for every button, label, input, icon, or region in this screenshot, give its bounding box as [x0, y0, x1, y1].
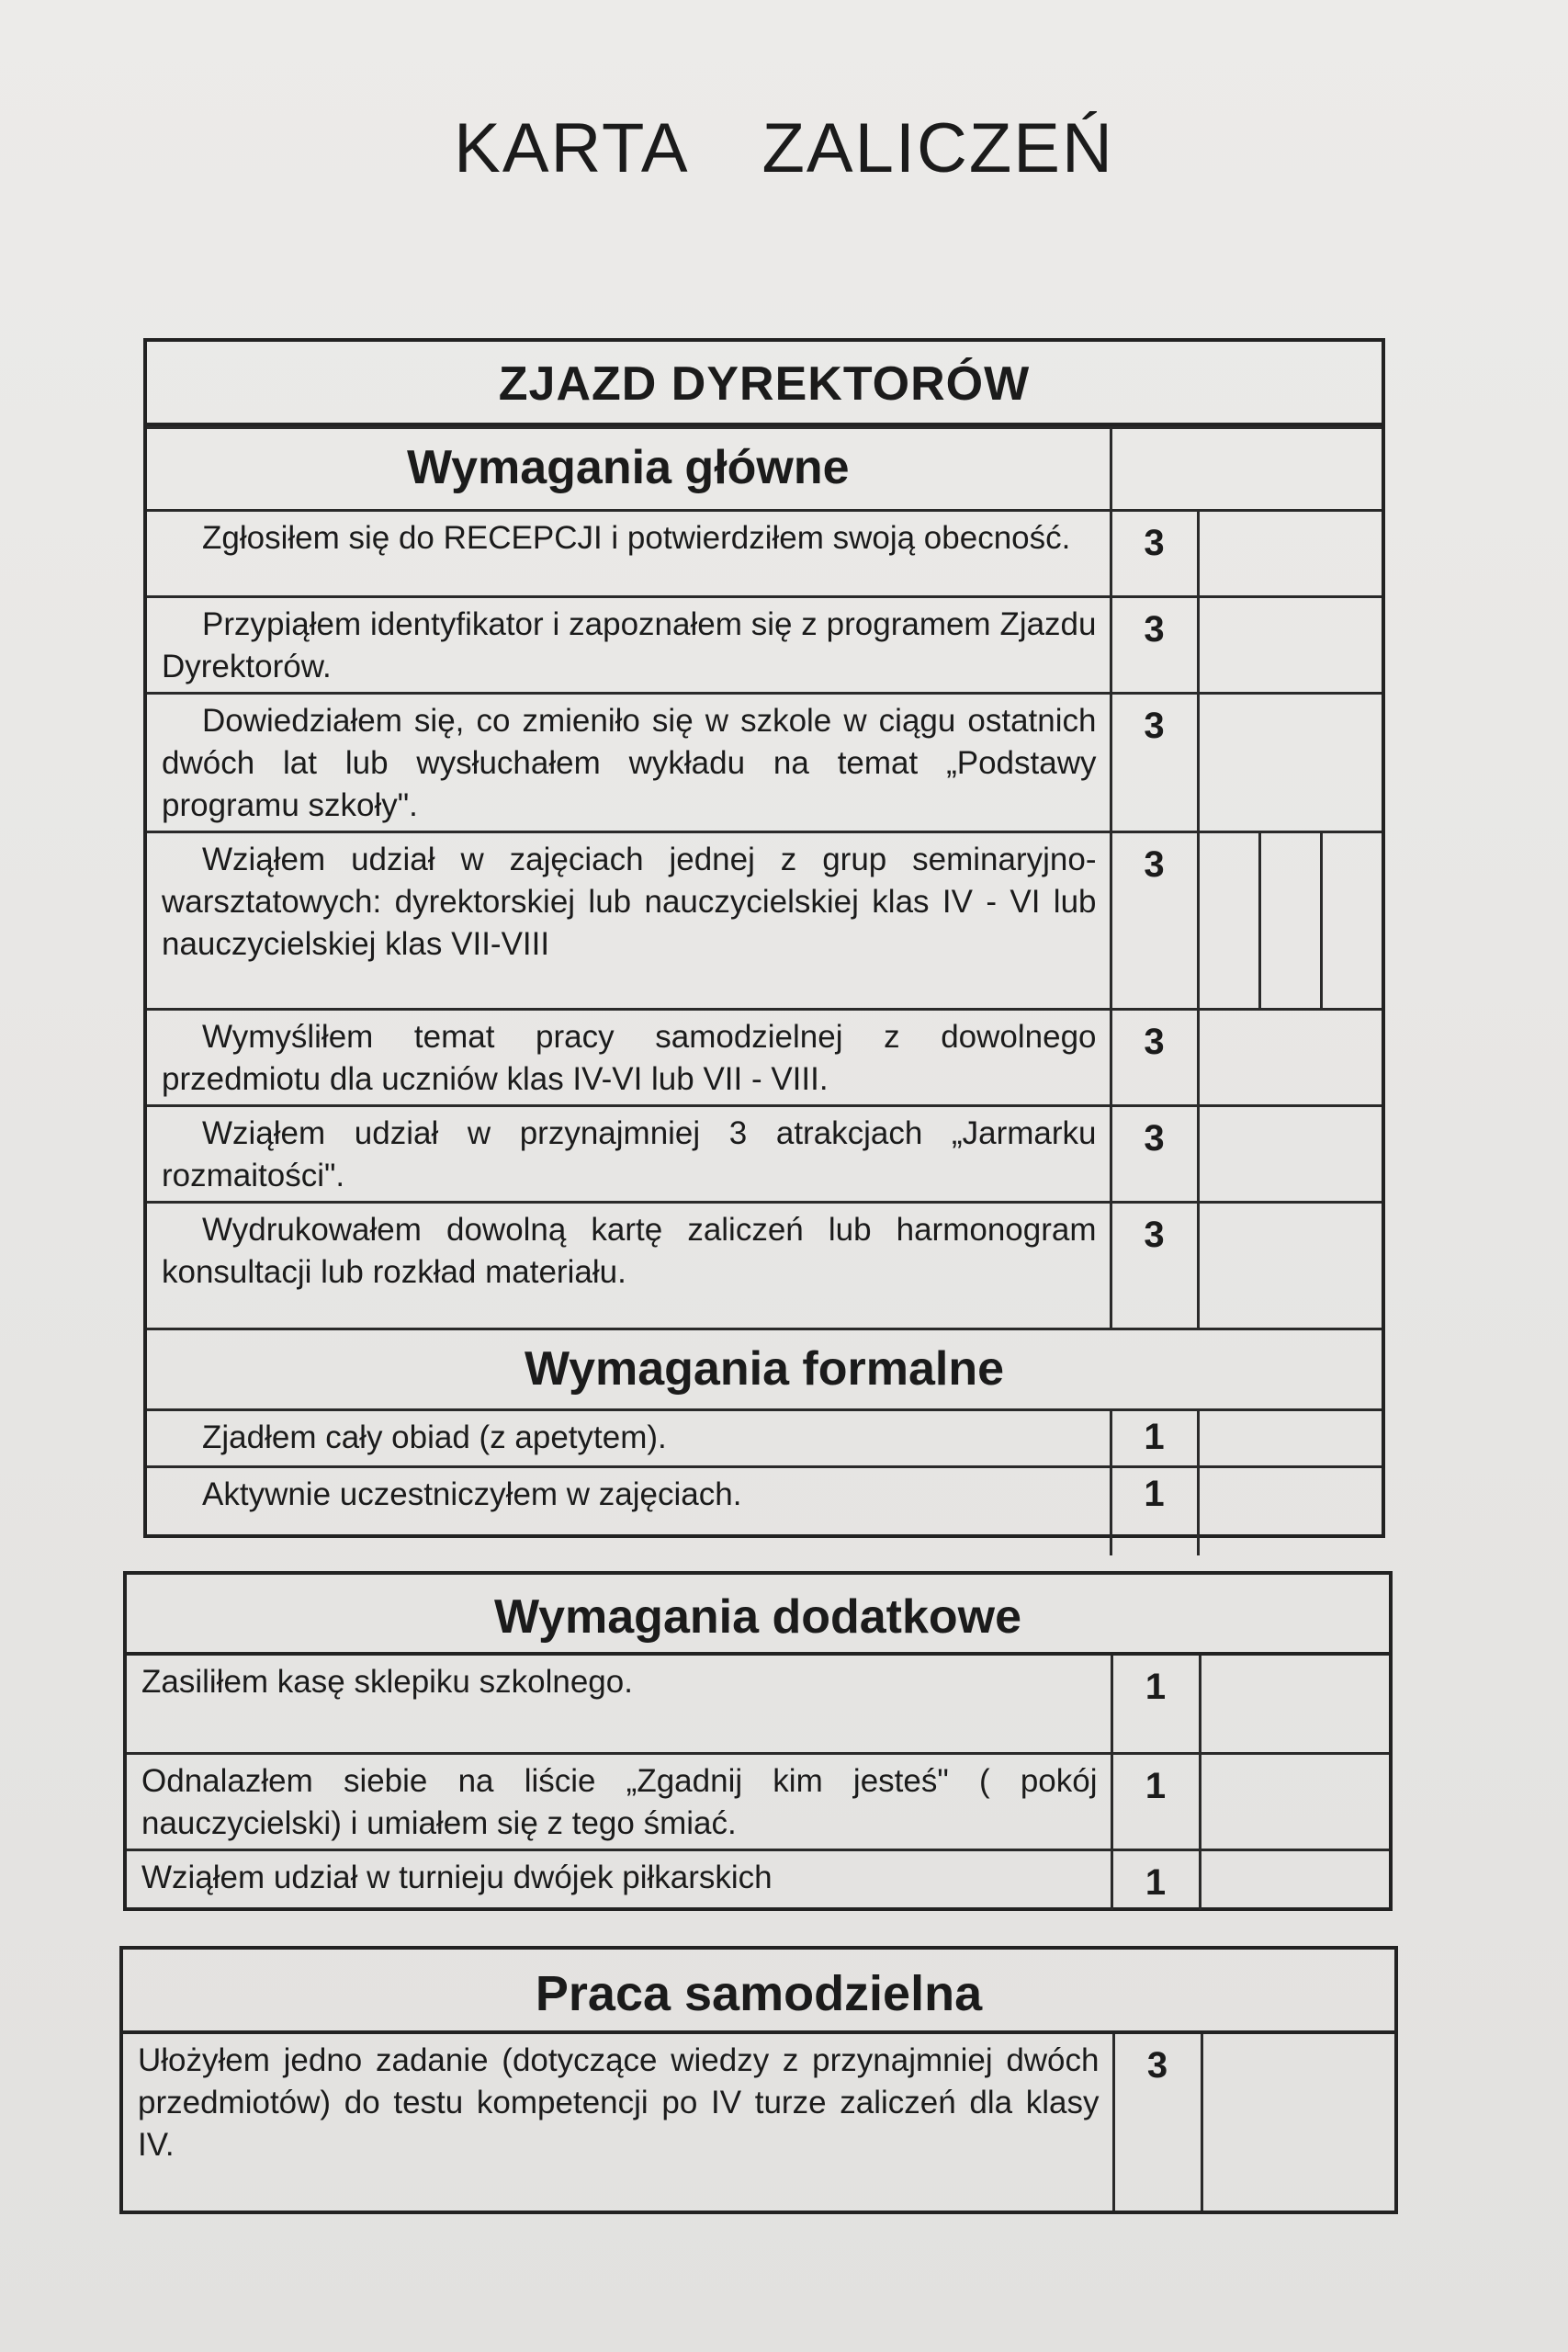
points-value: 1	[1111, 1410, 1198, 1467]
points-value: 3	[1111, 1203, 1198, 1329]
score-box[interactable]	[1198, 1106, 1382, 1203]
table-row	[147, 1106, 1382, 1203]
score-box[interactable]	[1198, 1010, 1382, 1106]
main-section-heading: Wymagania główne	[147, 428, 1111, 511]
requirement-text: Zjadłem cały obiad (z apetytem).	[147, 1410, 1111, 1467]
points-value: 1	[1111, 1656, 1200, 1753]
requirement-text: Wymyśliłem temat pracy samodzielnej z dowolnego przedmiotu dla uczniów klas IV-VI lub VII - VIII.	[147, 1010, 1111, 1106]
score-box[interactable]	[1198, 1467, 1382, 1555]
score-box[interactable]	[1198, 1410, 1382, 1467]
points-value: 3	[1111, 1106, 1198, 1203]
card-zjazd-dyrektorow	[143, 338, 1385, 1538]
score-box-split	[1198, 832, 1382, 1010]
points-value: 3	[1111, 597, 1198, 694]
points-value: 3	[1111, 694, 1198, 832]
table-row	[147, 1010, 1382, 1106]
points-value: 3	[1111, 1010, 1198, 1106]
table-row	[147, 1467, 1382, 1555]
requirement-text: Przypiąłem identyfikator i zapoznałem się z programem Zjazdu Dyrektorów.	[147, 597, 1111, 694]
table-row	[127, 1656, 1389, 1753]
points-value: 3	[1111, 832, 1198, 1010]
points-value: 3	[1113, 2034, 1201, 2211]
score-box[interactable]	[1198, 511, 1382, 597]
extra-requirements-table	[127, 1656, 1389, 1910]
main-requirements-table	[147, 426, 1382, 1555]
table-row	[127, 1753, 1389, 1849]
points-value: 1	[1111, 1467, 1198, 1555]
table-row	[147, 1203, 1382, 1329]
table-row	[147, 597, 1382, 694]
header-blank-cell	[1111, 428, 1382, 511]
requirement-text: Odnalazłem siebie na liście „Zgadnij kim jesteś" ( pokój nauczycielski) i umiałem się z tego śmiać.	[127, 1753, 1111, 1849]
card-praca-samodzielna	[119, 1946, 1398, 2214]
score-box[interactable]	[1200, 1849, 1389, 1910]
requirement-text: Ułożyłem jedno zadanie (dotyczące wiedzy z przynajmniej dwóch przedmiotów) do testu kompetencji po IV turze zaliczeń dla klasy IV.	[123, 2034, 1113, 2211]
table-row	[147, 832, 1382, 1010]
score-subbox-1[interactable]	[1200, 833, 1258, 1008]
score-box[interactable]	[1201, 2034, 1394, 2211]
requirement-text: Wziąłem udział w turnieju dwójek piłkarskich	[127, 1849, 1111, 1910]
card-heading: ZJAZD DYREKTORÓW	[147, 342, 1382, 426]
requirement-text: Zasiliłem kasę sklepiku szkolnego.	[127, 1656, 1111, 1753]
requirement-text: Wziąłem udział w przynajmniej 3 atrakcjach „Jarmarku rozmaitości".	[147, 1106, 1111, 1203]
requirement-text: Wziąłem udział w zajęciach jednej z grup seminaryjno-warsztatowych: dyrektorskiej lub nauczycielskiej klas IV - VI lub nauczycielskiej klas VII-VIII	[147, 832, 1111, 1010]
table-row	[147, 1410, 1382, 1467]
score-box[interactable]	[1198, 597, 1382, 694]
points-value: 1	[1111, 1753, 1200, 1849]
points-value: 3	[1111, 511, 1198, 597]
requirement-text: Dowiedziałem się, co zmieniło się w szkole w ciągu ostatnich dwóch lat lub wysłuchałem wykładu na temat „Podstawy programu szkoły".	[147, 694, 1111, 832]
score-box[interactable]	[1198, 694, 1382, 832]
table-row	[147, 694, 1382, 832]
score-box[interactable]	[1200, 1753, 1389, 1849]
extra-section-heading: Wymagania dodatkowe	[127, 1575, 1389, 1656]
requirement-text: Zgłosiłem się do RECEPCJI i potwierdziłem swoją obecność.	[147, 511, 1111, 597]
requirement-text: Wydrukowałem dowolną kartę zaliczeń lub harmonogram konsultacji lub rozkład materiału.	[147, 1203, 1111, 1329]
score-box[interactable]	[1200, 1656, 1389, 1753]
card-wymagania-dodatkowe	[123, 1571, 1393, 1911]
table-row	[123, 2034, 1394, 2211]
score-box[interactable]	[1198, 1203, 1382, 1329]
score-subbox-3[interactable]	[1320, 833, 1382, 1008]
independent-work-table	[123, 2034, 1394, 2211]
document-title: KARTA ZALICZEŃ	[454, 109, 1114, 187]
formal-section-heading: Wymagania formalne	[147, 1329, 1382, 1410]
score-subbox-2[interactable]	[1258, 833, 1320, 1008]
table-row	[127, 1849, 1389, 1910]
independent-section-heading: Praca samodzielna	[123, 1950, 1394, 2034]
table-row	[147, 511, 1382, 597]
requirement-text: Aktywnie uczestniczyłem w zajęciach.	[147, 1467, 1111, 1555]
points-value: 1	[1111, 1849, 1200, 1910]
